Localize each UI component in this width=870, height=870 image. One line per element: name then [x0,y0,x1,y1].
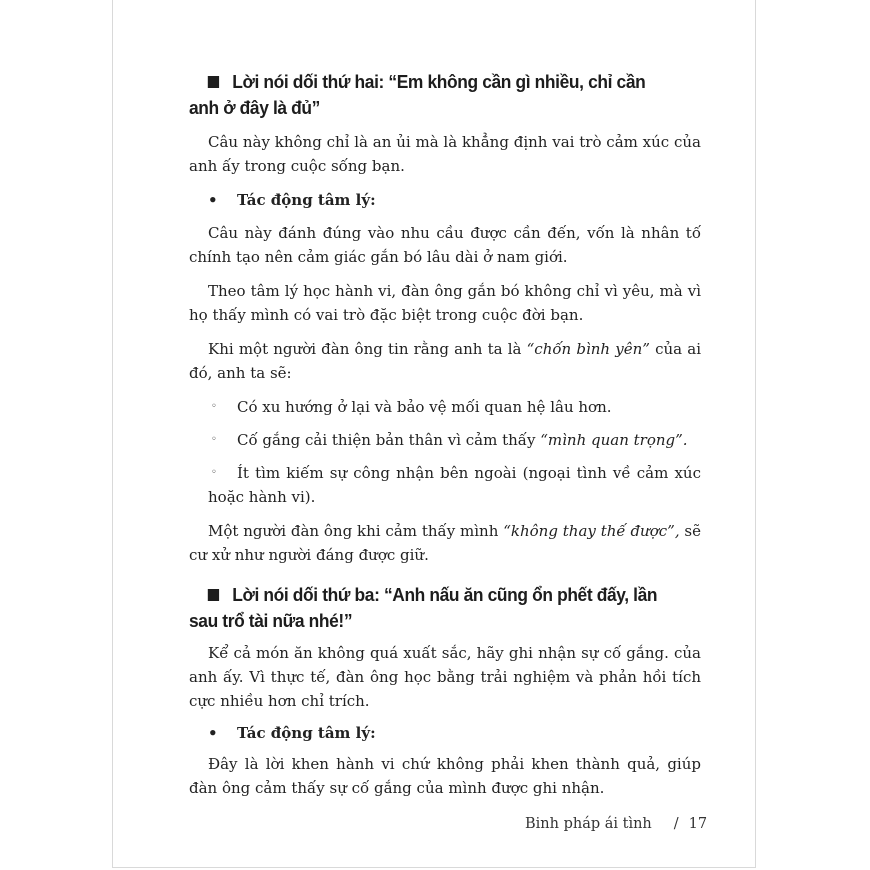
bullet-label: Tác động tâm lý: [237,191,376,209]
paragraph [189,519,701,567]
bullet-dot-icon: • [208,191,218,209]
paragraph: Đây là lời khen hành vi chứ không phải khen thành quả, giúp đàn ông cảm thấy sự cố gắng của mình được ghi nhận. [189,755,701,797]
paragraph: Câu này đánh đúng vào nhu cầu được cần đến, vốn là nhân tố chính tạo nên cảm giác gắn bó lâu dài ở nam giới. [189,224,701,266]
page-number: 17 [688,816,708,832]
sub-bullet-item [189,461,701,509]
circle-bullet-icon: ◦ [211,401,217,412]
text-run: Cố gắng cải thiện bản thân vì cảm thấy [237,431,541,449]
paragraph [189,337,701,385]
book-title: Binh pháp ái tình [525,816,652,832]
sub-bullet-item [189,395,701,419]
paragraph: Kể cả món ăn không quá xuất sắc, hãy ghi nhận sự cố gắng. của anh ấy. Vì thực tế, đàn ông học bằng trải nghiệm và phản hồi tích cực nhiều hơn chỉ trích. [189,644,701,710]
text-run: sẽ cư xử như người đáng được giữ. [189,522,702,564]
sub-bullet-item [189,428,701,452]
emphasis-text: “không thay thế được”, [503,522,680,540]
footer-separator: / [673,816,679,832]
paragraph: Theo tâm lý học hành vi, đàn ông gắn bó không chỉ vì yêu, mà vì họ thấy mình có vai trò đặc biệt trong cuộc đời bạn. [189,282,701,324]
bullet-dot-icon: • [208,724,218,742]
text-run: Khi một người đàn ông tin rằng anh ta là [208,340,527,358]
sub-bullet-text: Ít tìm kiếm sự công nhận bên ngoài (ngoại tình về cảm xúc hoặc hành vi). [208,464,701,506]
square-bullet-icon [208,589,219,601]
emphasis-text: “chốn bình yên” [526,340,650,358]
page-footer [525,816,707,832]
circle-bullet-icon: ◦ [211,434,217,445]
sub-bullet-text [189,428,701,452]
sub-bullet-text: Có xu hướng ở lại và bảo vệ mối quan hệ lâu hơn. [237,398,612,416]
bullet-label: Tác động tâm lý: [237,724,376,742]
book-page [112,0,756,868]
section-heading-2 [189,69,670,121]
emphasis-text: “mình quan trọng”. [540,431,688,449]
section-heading-3 [189,582,670,634]
text-run: Một người đàn ông khi cảm thấy mình [208,522,504,540]
text-run: của ai đó, anh ta sẽ: [189,340,702,382]
paragraph: Câu này không chỉ là an ủi mà là khẳng định vai trò cảm xúc của anh ấy trong cuộc sống bạn. [189,133,701,175]
square-bullet-icon [208,76,219,88]
section-heading-2-text: Lời nói dối thứ hai: “Em không cần gì nhiều, chỉ cần anh ở đây là đủ” [189,71,646,118]
section-heading-3-text: Lời nói dối thứ ba: “Anh nấu ăn cũng ổn phết đấy, lần sau trổ tài nữa nhé!” [189,584,658,631]
circle-bullet-icon: ◦ [211,467,217,478]
